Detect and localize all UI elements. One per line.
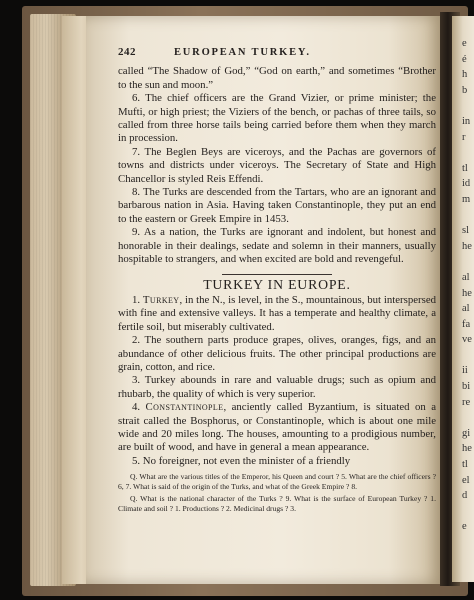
paragraph: 9. As a nation, the Turks are ignorant and indolent, but honest and honorable in their dealings, sedate and solemn in their manners, usually hospitable to strangers, and when excited are bold and revengeful. (118, 226, 436, 266)
section-paragraph (118, 455, 436, 468)
paragraph: 7. The Beglen Beys are viceroys, and the Pachas are governors of towns and districts under viceroys. The Secretary of State and High Chancellor is styled Reis Effendi. (118, 145, 436, 185)
question: Q. What is the national character of the Turks ? 9. What is the surface of European Turkey ? 1. Climate and soil ? 1. Productions ? 2. Medicinal drugs ? 3. (118, 493, 436, 513)
running-title: EUROPEAN TURKEY. (174, 47, 311, 58)
question: Q. What are the various titles of the Emperor, his Queen and court ? 5. What are the chief officers ? 6, 7. What is said of the origin of the Turks, and what of the Greek Empire ? 8. (118, 472, 436, 492)
para-lead: 5. (132, 454, 143, 467)
para-lead: 1. (132, 293, 143, 306)
section-paragraph (118, 401, 436, 455)
running-head (118, 46, 436, 59)
para-lead: 4. (132, 401, 146, 414)
para-keyword: Constantinople (145, 401, 224, 414)
para-body: , in the N., is level, in the S., mountainous, but interspersed with fine and extensive valleys. It has a temperate and healthy climate, a fertile soil, but miserably cultivated. (118, 293, 437, 333)
para-body: No foreigner, not even the minister of a friendly (142, 454, 351, 467)
section-paragraph (118, 334, 436, 374)
para-lead: 2. (132, 334, 145, 347)
para-body: Turkey abounds in rare and valuable drugs; such as opium and rhubarb, the quality of which is very superior. (118, 374, 436, 400)
study-questions (118, 472, 436, 514)
para-keyword: Turkey (142, 293, 180, 306)
para-body: The southern parts produce grapes, olives, oranges, figs, and an abundance of other delicious fruits. The other principal productions are grain, cotton, and rice. (118, 334, 436, 373)
page-number: 242 (118, 46, 136, 58)
para-lead: 3. (132, 374, 145, 387)
para-body: , anciently called Byzantium, is situated on a strait called the Bosphorus, or Constantinople, which is about one mile wide and 20 miles long. The houses, amounting to a prodigious number, are built of wood, and have in general a mean appearance. (118, 401, 436, 454)
section-paragraph (118, 294, 436, 334)
paragraph: called “The Shadow of God,” “God on earth,” and sometimes “Brother to the sun and moon.” (118, 65, 436, 91)
section-paragraph (118, 374, 436, 401)
paragraph: 8. The Turks are descended from the Tartars, who are an ignorant and barbarous nation in Asia. Having taken Constantinople, they put an end to the eastern or Greek Empire in 1453. (118, 186, 436, 225)
page-text (118, 46, 436, 515)
paragraph: 6. The chief officers are the Grand Vizier, or prime minister; the Mufti, or high priest; the Viziers of the bench, or pachas of three tails, so called from three horse tails being carried before them when they march in procession. (118, 92, 436, 145)
next-page-edge (452, 16, 474, 582)
section-divider (222, 274, 332, 275)
next-page-text: е é h b in r tl id m sl he al he al fa ve ii bi re gi he tl el d e (462, 38, 472, 533)
section-heading: TURKEY IN EUROPE. (203, 276, 351, 292)
